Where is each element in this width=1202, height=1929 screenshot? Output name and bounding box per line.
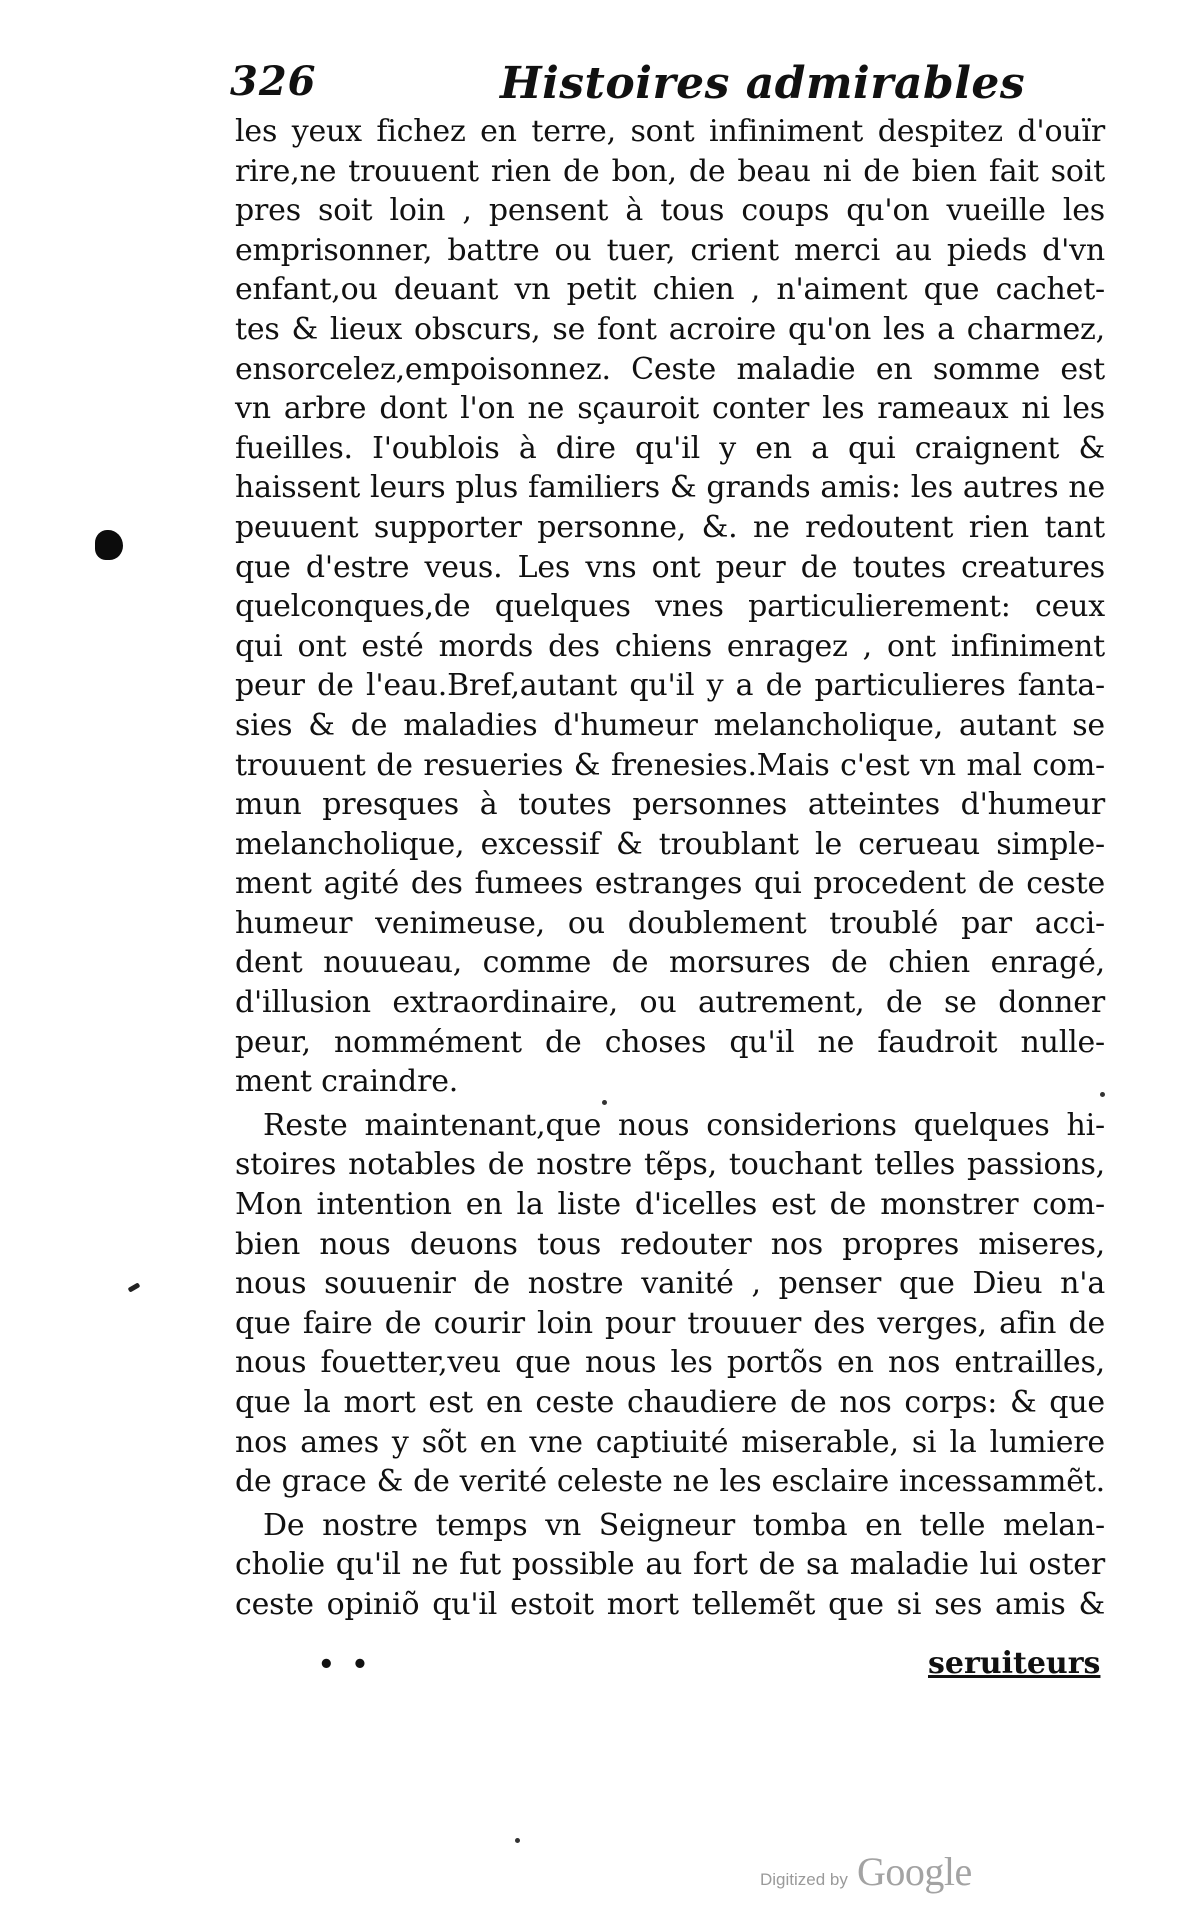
text-line: emprisonner, battre ou tuer, crient merci au pieds d'vn bbox=[235, 232, 1105, 268]
text-line: d'illusion extraordinaire, ou autrement, de se donner bbox=[235, 985, 1105, 1021]
text-line: ment agité des fumees estranges qui procedent de ceste bbox=[235, 866, 1105, 902]
text-line: mun presques à toutes personnes atteintes d'humeur bbox=[235, 787, 1105, 823]
google-logo: Google bbox=[856, 1849, 972, 1894]
text-line: trouuent de resueries & frenesies.Mais c'est vn mal com- bbox=[235, 747, 1105, 783]
text-line: les yeux fichez en terre, sont infiniment despitez d'ouïr bbox=[235, 114, 1105, 149]
text-line: dent nouueau, comme de morsures de chien enragé, bbox=[235, 945, 1105, 981]
body-text bbox=[235, 112, 1105, 1625]
text-line: cholie qu'il ne fut possible au fort de sa maladie lui oster bbox=[235, 1547, 1105, 1583]
stray-dot bbox=[602, 1100, 607, 1105]
stray-dot bbox=[1100, 1092, 1105, 1097]
text-line: pres soit loin , pensent à tous coups qu'on vueille les bbox=[235, 193, 1105, 229]
text-line: ensorcelez,empoisonnez. Ceste maladie en somme est bbox=[235, 351, 1105, 387]
catchword: seruiteurs bbox=[928, 1646, 1101, 1681]
text-line: peur, nommément de choses qu'il ne faudroit nulle- bbox=[235, 1024, 1105, 1060]
text-line: nous souuenir de nostre vanité , penser que Dieu n'a bbox=[235, 1266, 1105, 1302]
text-line: bien nous deuons tous redouter nos propres miseres, bbox=[235, 1226, 1105, 1262]
text-line: que la mort est en ceste chaudiere de nos corps: & que bbox=[235, 1385, 1105, 1420]
text-line: nos ames y sõt en vne captiuité miserable, si la lumiere bbox=[235, 1424, 1105, 1460]
page-number: 326 bbox=[230, 58, 317, 105]
text-line: melancholique, excessif & troublant le cerueau simple- bbox=[235, 826, 1105, 862]
text-line: sies & de maladies d'humeur melancholique, autant se bbox=[235, 707, 1105, 743]
digitized-watermark bbox=[760, 1848, 972, 1894]
text-line: Mon intention en la liste d'icelles est de monstrer com- bbox=[235, 1187, 1105, 1223]
text-line: peuuent supporter personne, &. ne redoutent rien tant bbox=[235, 509, 1105, 545]
text-line: que d'estre veus. Les vns ont peur de toutes creatures bbox=[235, 549, 1105, 585]
text-line: stoires notables de nostre tẽps, touchant telles passions, bbox=[235, 1147, 1105, 1183]
text-line: Reste maintenant,que nous considerions quelques hi- bbox=[263, 1107, 1105, 1143]
text-line: ceste opiniõ qu'il estoit mort tellemẽt que si ses amis & bbox=[235, 1586, 1105, 1622]
text-line: nous fouetter,veu que nous les portõs en nos entrailles, bbox=[235, 1345, 1105, 1381]
text-line: enfant,ou deuant vn petit chien , n'aiment que cachet- bbox=[235, 272, 1105, 308]
text-line: rire,ne trouuent rien de bon, de beau ni de bien fait soit bbox=[235, 153, 1105, 189]
ink-mark bbox=[128, 1282, 141, 1292]
text-line: humeur venimeuse, ou doublement troublé par acci- bbox=[235, 905, 1105, 941]
text-line: tes & lieux obscurs, se font acroire qu'on les a charmez, bbox=[235, 311, 1105, 347]
text-line: fueilles. I'oublois à dire qu'il y en a qui craignent & bbox=[235, 430, 1105, 466]
text-line: quelconques,de quelques vnes particulierement: ceux bbox=[235, 589, 1105, 625]
running-head bbox=[230, 58, 1100, 114]
text-line: peur de l'eau.Bref,autant qu'il y a de particulieres fanta- bbox=[235, 668, 1105, 704]
text-line: haissent leurs plus familiers & grands amis: les autres ne bbox=[235, 470, 1105, 506]
text-line: qui ont esté mords des chiens enragez , ont infiniment bbox=[235, 628, 1105, 664]
text-line: vn arbre dont l'on ne sçauroit conter les rameaux ni les bbox=[235, 391, 1105, 427]
watermark-prefix: Digitized by bbox=[760, 1870, 848, 1889]
text-line: De nostre temps vn Seigneur tomba en telle melan- bbox=[263, 1507, 1105, 1543]
text-line: que faire de courir loin pour trouuer des verges, afin de bbox=[235, 1305, 1105, 1341]
ink-dots: • • bbox=[318, 1650, 373, 1680]
text-line: ment craindre. bbox=[235, 1064, 459, 1100]
ink-blot bbox=[95, 530, 123, 560]
running-title: Histoires admirables bbox=[500, 58, 1026, 109]
text-line: de grace & de verité celeste ne les esclaire incessammẽt. bbox=[235, 1464, 1105, 1500]
stray-dot bbox=[515, 1838, 520, 1843]
